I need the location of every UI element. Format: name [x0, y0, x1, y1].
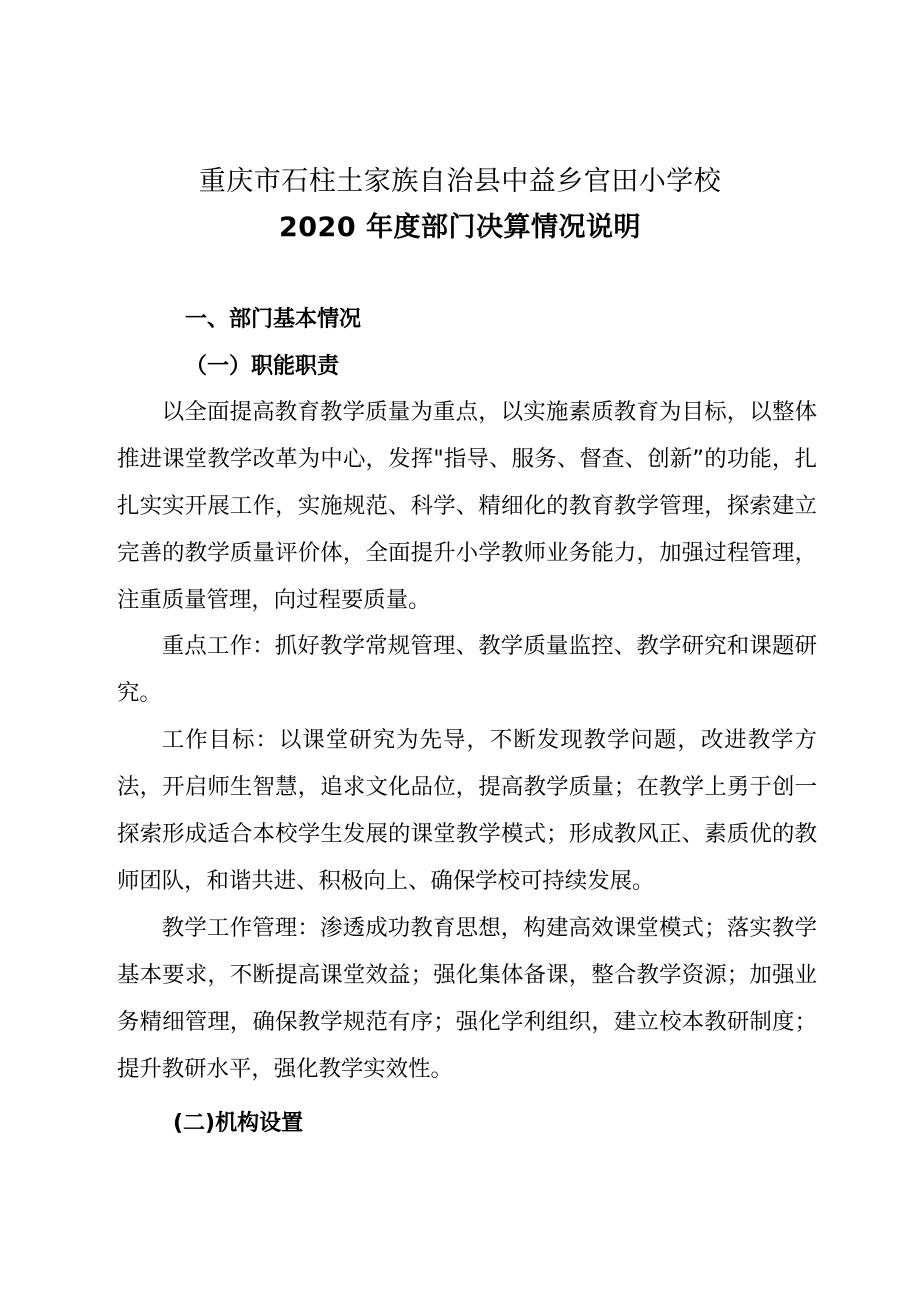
- subsection-heading-functions: （一）职能职责: [185, 354, 340, 379]
- section-heading-basic-info: 一、部门基本情况: [185, 307, 362, 332]
- subsection-heading-organization: (二)机构设置: [173, 1111, 304, 1136]
- paragraph-work-goals: 工作目标：以课堂研究为先导，不断发现教学问题，改进教学方法，开启师生智慧，追求文化品位，提高教学质量；在教学上勇于创一探索形成适合本校学生发展的课堂教学模式；形成教风正、素质优的教师团队，和谐共进、积极向上、确保学校可持续发展。: [117, 727, 817, 894]
- paragraph-functions: 以全面提高教育教学质量为重点，以实施素质教育为目标，以整体推进课堂教学改革为中心，发挥"指导、服务、督查、创新”的功能，扎扎实实开展工作，实施规范、科学、精细化的教育教学管理，探索建立完善的教学质量评价体，全面提升小学教师业务能力，加强过程管理，注重质量管理，向过程要质量。: [117, 399, 817, 613]
- paragraph-teaching-management: 教学工作管理：渗透成功教育思想，构建高效课堂模式；落实教学基本要求，不断提高课堂效益；强化集体备课，整合教学资源；加强业务精细管理，确保教学规范有序；强化学利组织，建立校本教研制度；提升教研水平，强化教学实效性。: [117, 915, 817, 1082]
- document-title-line2: 2020 年度部门决算情况说明: [278, 212, 642, 243]
- document-title-line1: 重庆市石柱土家族自治县中益乡官田小学校: [198, 166, 722, 197]
- paragraph-key-work: 重点工作：抓好教学常规管理、教学质量监控、教学研究和课题研究。: [117, 633, 817, 706]
